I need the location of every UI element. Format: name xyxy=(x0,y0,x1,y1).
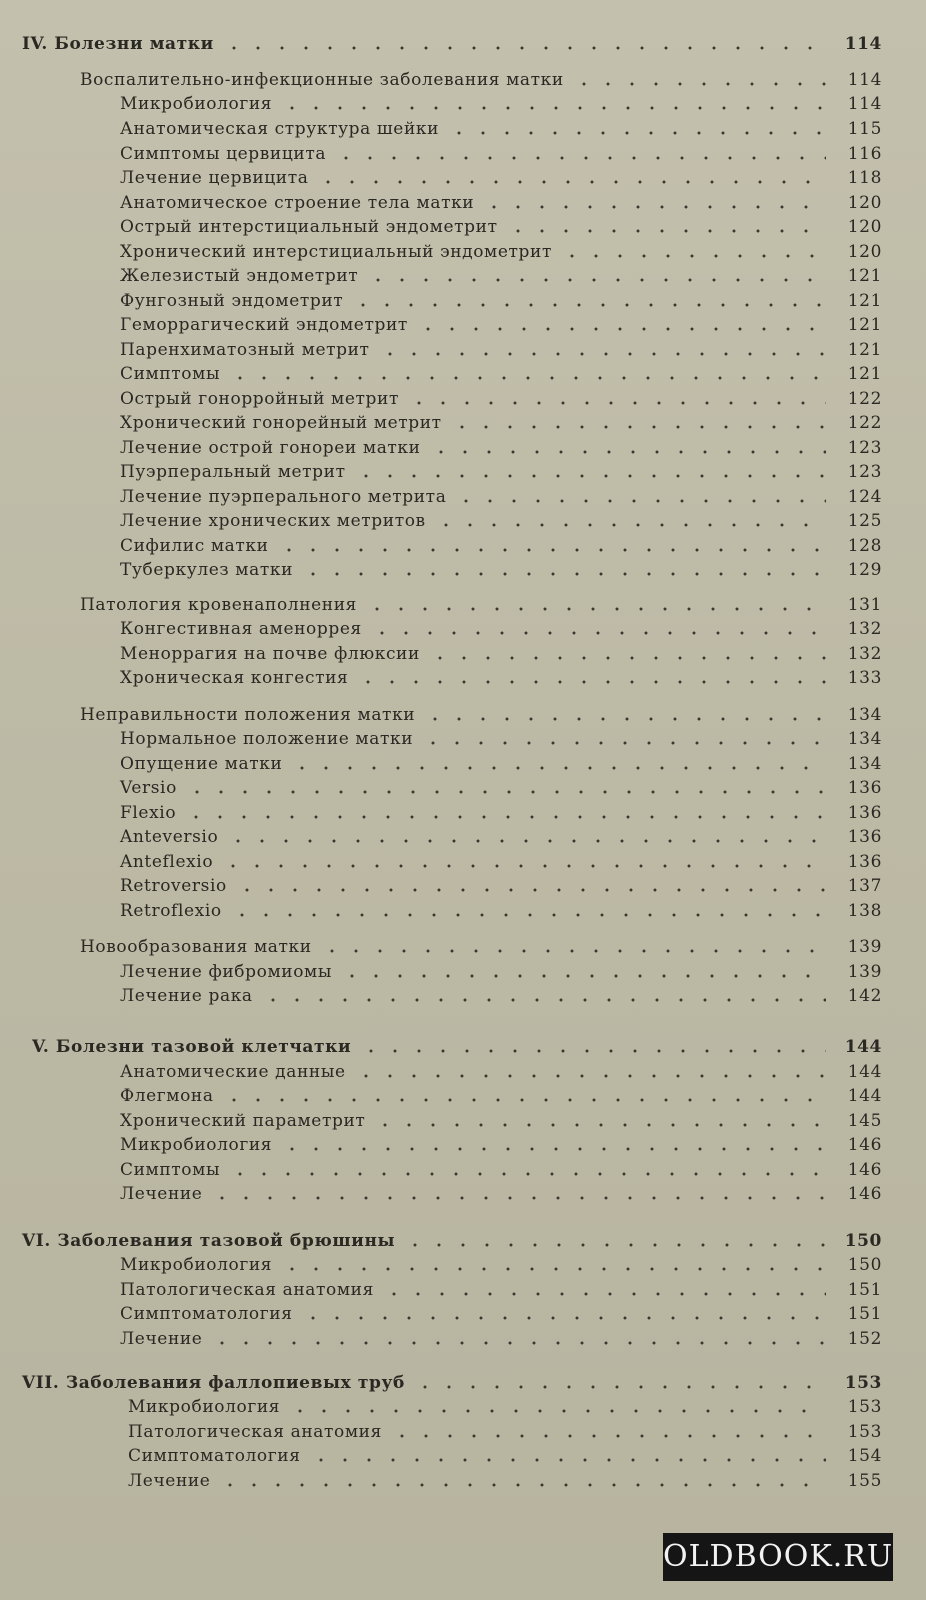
toc-page-number: 131 xyxy=(847,595,882,615)
dot-leader xyxy=(184,814,826,820)
dot-leader xyxy=(301,1315,826,1321)
dot-leader xyxy=(407,400,826,406)
toc-entry-title: Симптоматология xyxy=(128,1446,301,1466)
toc-entry-title: Острый гонорройный метрит xyxy=(120,389,399,409)
toc-entry-row xyxy=(120,1302,882,1326)
dot-leader xyxy=(416,326,826,332)
toc-page-number: 144 xyxy=(847,1086,882,1106)
toc-entry-title: Лечение рака xyxy=(120,986,253,1006)
toc-entry-title: Патология кровенаполнения xyxy=(80,595,357,615)
toc-page-number: 151 xyxy=(847,1280,882,1300)
toc-entry-row xyxy=(120,666,882,690)
dot-leader xyxy=(366,277,826,283)
toc-entry-title: Хронический параметрит xyxy=(120,1111,366,1131)
toc-entry-title: Симптомы цервицита xyxy=(120,144,327,164)
toc-entry-row xyxy=(120,642,882,666)
toc-section-row xyxy=(80,593,882,617)
dot-leader xyxy=(280,1146,826,1152)
toc-entry-title: Неправильности положения матки xyxy=(80,705,416,725)
toc-entry-title: Anteversio xyxy=(120,827,219,847)
toc-entry-title: Анатомическое строение тела матки xyxy=(120,193,475,213)
toc-chapter-row xyxy=(22,1229,882,1253)
toc-page-number: 142 xyxy=(847,986,882,1006)
dot-leader xyxy=(301,571,826,577)
toc-entry-title: Анатомическая структура шейки xyxy=(120,119,440,139)
toc-entry-row xyxy=(120,850,882,874)
toc-entry-title: Опущение матки xyxy=(120,754,283,774)
dot-leader xyxy=(370,630,826,636)
toc-entry-row xyxy=(120,801,882,825)
toc-entry-title: VI. Заболевания тазовой брюшины xyxy=(22,1231,396,1251)
toc-entry-row xyxy=(120,485,882,509)
toc-page-number: 134 xyxy=(847,729,882,749)
toc-entry-row xyxy=(120,874,882,898)
toc-page-number: 144 xyxy=(844,1037,882,1057)
toc-entry-row xyxy=(120,1060,882,1084)
toc-entry-row xyxy=(120,117,882,141)
toc-page-number: 139 xyxy=(847,962,882,982)
toc-entry-row xyxy=(120,1182,882,1206)
toc-page-number: 118 xyxy=(847,168,882,188)
toc-entry-row xyxy=(120,338,882,362)
toc-entry-title: Хроническая конгестия xyxy=(120,668,349,688)
toc-entry-title: Лечение пуэрперального метрита xyxy=(120,487,447,507)
toc-entry-row xyxy=(120,558,882,582)
toc-entry-title: IV. Болезни матки xyxy=(22,34,214,54)
toc-entry-row xyxy=(120,411,882,435)
dot-leader xyxy=(218,1482,826,1488)
toc-entry-title: Лечение xyxy=(120,1329,203,1349)
toc-page-number: 137 xyxy=(847,876,882,896)
toc-section-row xyxy=(80,703,882,727)
toc-page-number: 136 xyxy=(847,803,882,823)
toc-entry-row xyxy=(120,215,882,239)
toc-entry-title: Патологическая анатомия xyxy=(120,1280,374,1300)
dot-leader xyxy=(226,838,826,844)
toc-entry-row xyxy=(120,1084,882,1108)
toc-entry-row xyxy=(120,752,882,776)
toc-entry-title: Микробиология xyxy=(128,1397,281,1417)
toc-page-number: 121 xyxy=(847,266,882,286)
toc-entry-row xyxy=(128,1444,882,1468)
toc-entry-title: Патологическая анатомия xyxy=(128,1422,382,1442)
toc-page-number: 121 xyxy=(847,315,882,335)
toc-page-number: 144 xyxy=(847,1062,882,1082)
dot-leader xyxy=(351,302,826,308)
toc-page-number: 136 xyxy=(847,852,882,872)
toc-entry-row xyxy=(120,166,882,190)
toc-entry-title: Микробиология xyxy=(120,1135,273,1155)
toc-page-number: 125 xyxy=(847,511,882,531)
toc-page-number: 129 xyxy=(847,560,882,580)
toc-page-number: 132 xyxy=(847,644,882,664)
dot-leader xyxy=(354,1073,826,1079)
toc-entry-row xyxy=(120,240,882,264)
toc-entry-row xyxy=(128,1469,882,1493)
toc-entry-title: Сифилис матки xyxy=(120,536,269,556)
dot-leader xyxy=(222,1097,826,1103)
toc-entry-title: Новообразования матки xyxy=(80,937,312,957)
toc-entry-row xyxy=(120,1253,882,1277)
toc-entry-title: Паренхиматозный метрит xyxy=(120,340,370,360)
toc-page-number: 150 xyxy=(844,1231,882,1251)
toc-entry-row xyxy=(120,289,882,313)
toc-entry-title: Flexio xyxy=(120,803,177,823)
toc-entry-title: Флегмона xyxy=(120,1086,214,1106)
dot-leader xyxy=(447,130,826,136)
toc-page-number: 133 xyxy=(847,668,882,688)
toc-entry-row xyxy=(120,460,882,484)
toc-entry-row xyxy=(120,825,882,849)
dot-leader xyxy=(413,1384,826,1390)
toc-page-number: 146 xyxy=(847,1184,882,1204)
toc-page-number: 150 xyxy=(847,1255,882,1275)
toc-entry-title: Железистый эндометрит xyxy=(120,266,359,286)
toc-entry-row xyxy=(120,313,882,337)
toc-entry-title: Симптомы xyxy=(120,364,221,384)
toc-entry-row xyxy=(120,1109,882,1133)
toc-entry-title: Лечение острой гонореи матки xyxy=(120,438,421,458)
toc-entry-row xyxy=(120,509,882,533)
toc-entry-title: Versio xyxy=(120,778,177,798)
toc-entry-title: Микробиология xyxy=(120,1255,273,1275)
toc-page-number: 124 xyxy=(847,487,882,507)
toc-page-number: 120 xyxy=(847,242,882,262)
toc-entry-row xyxy=(128,1420,882,1444)
dot-leader xyxy=(434,522,826,528)
toc-entry-title: Retroversio xyxy=(120,876,227,896)
toc-page-number: 152 xyxy=(847,1329,882,1349)
toc-page-number: 120 xyxy=(847,217,882,237)
dot-leader xyxy=(378,351,826,357)
toc-entry-title: Микробиология xyxy=(120,94,273,114)
toc-page-number: 114 xyxy=(847,94,882,114)
toc-page-number: 136 xyxy=(847,827,882,847)
toc-page-number: 122 xyxy=(847,413,882,433)
toc-page-number: 145 xyxy=(847,1111,882,1131)
toc-entry-title: Острый интерстициальный эндометрит xyxy=(120,217,498,237)
toc-entry-row xyxy=(120,142,882,166)
dot-leader xyxy=(359,1048,826,1054)
toc-page-number: 121 xyxy=(847,364,882,384)
toc-entry-title: Меноррагия на почве флюксии xyxy=(120,644,420,664)
toc-page-number: 151 xyxy=(847,1304,882,1324)
toc-entry-title: V. Болезни тазовой клетчатки xyxy=(32,1037,352,1057)
toc-entry-title: Конгестивная аменоррея xyxy=(120,619,362,639)
toc-section-row xyxy=(80,935,882,959)
toc-page-number: 154 xyxy=(847,1446,882,1466)
dot-leader xyxy=(482,204,826,210)
toc-page-number: 134 xyxy=(847,705,882,725)
dot-leader xyxy=(261,997,826,1003)
toc-page-number: 136 xyxy=(847,778,882,798)
toc-page-number: 123 xyxy=(847,438,882,458)
toc-entry-row xyxy=(120,264,882,288)
toc-page-number: 134 xyxy=(847,754,882,774)
toc-entry-row xyxy=(120,362,882,386)
dot-leader xyxy=(340,973,826,979)
dot-leader xyxy=(421,740,826,746)
dot-leader xyxy=(429,449,826,455)
toc-entry-title: Симптоматология xyxy=(120,1304,293,1324)
dot-leader xyxy=(280,105,826,111)
toc-page-number: 122 xyxy=(847,389,882,409)
toc-page-number: 114 xyxy=(847,70,882,90)
toc-entry-row xyxy=(120,1133,882,1157)
toc-entry-title: Воспалительно-инфекционные заболевания матки xyxy=(80,70,564,90)
dot-leader xyxy=(185,789,826,795)
toc-entry-title: Хронический интерстициальный эндометрит xyxy=(120,242,552,262)
dot-leader xyxy=(228,1171,826,1177)
toc-entry-row xyxy=(120,191,882,215)
dot-leader xyxy=(235,887,826,893)
dot-leader xyxy=(382,1291,826,1297)
toc-page-number: 146 xyxy=(847,1135,882,1155)
toc-entry-title: Лечение xyxy=(128,1471,211,1491)
toc-entry-title: Геморрагический эндометрит xyxy=(120,315,408,335)
toc-chapter-row xyxy=(22,1371,882,1395)
toc-page-number: 120 xyxy=(847,193,882,213)
toc-page-number: 153 xyxy=(844,1373,882,1393)
toc-entry-row xyxy=(120,727,882,751)
toc-page-number: 153 xyxy=(847,1422,882,1442)
dot-leader xyxy=(560,253,826,259)
toc-page-number: 121 xyxy=(847,291,882,311)
toc-entry-title: VII. Заболевания фаллопиевых труб xyxy=(22,1373,405,1393)
toc-page-number: 139 xyxy=(847,937,882,957)
dot-leader xyxy=(373,1122,826,1128)
dot-leader xyxy=(210,1340,826,1346)
dot-leader xyxy=(354,473,826,479)
dot-leader xyxy=(280,1266,826,1272)
dot-leader xyxy=(309,1457,826,1463)
dot-leader xyxy=(403,1242,826,1248)
toc-page-number: 123 xyxy=(847,462,882,482)
toc-entry-title: Симптомы xyxy=(120,1160,221,1180)
dot-leader xyxy=(316,179,826,185)
dot-leader xyxy=(221,863,826,869)
toc-page-number: 132 xyxy=(847,619,882,639)
toc-entry-title: Лечение xyxy=(120,1184,203,1204)
toc-entry-row xyxy=(120,899,882,923)
toc-entry-row xyxy=(120,1327,882,1351)
toc-entry-row xyxy=(120,1158,882,1182)
toc-chapter-row xyxy=(22,32,882,56)
dot-leader xyxy=(288,1408,826,1414)
toc-entry-row xyxy=(120,960,882,984)
toc-entry-title: Anteflexio xyxy=(120,852,214,872)
toc-entry-title: Фунгозный эндометрит xyxy=(120,291,344,311)
dot-leader xyxy=(230,912,826,918)
dot-leader xyxy=(334,155,826,161)
dot-leader xyxy=(572,81,826,87)
dot-leader xyxy=(390,1433,826,1439)
toc-page-number: 155 xyxy=(847,1471,882,1491)
toc-entry-row xyxy=(120,92,882,116)
dot-leader xyxy=(454,498,826,504)
toc-page-number: 121 xyxy=(847,340,882,360)
toc-entry-row xyxy=(120,984,882,1008)
toc-entry-row xyxy=(128,1395,882,1419)
toc-entry-title: Пуэрперальный метрит xyxy=(120,462,346,482)
toc-entry-title: Анатомические данные xyxy=(120,1062,346,1082)
toc-entry-title: Туберкулез матки xyxy=(120,560,294,580)
dot-leader xyxy=(290,765,826,771)
dot-leader xyxy=(228,375,826,381)
toc-page-number: 116 xyxy=(847,144,882,164)
dot-leader xyxy=(356,679,826,685)
dot-leader xyxy=(428,655,826,661)
toc-entry-row xyxy=(120,1278,882,1302)
toc-entry-title: Нормальное положение матки xyxy=(120,729,414,749)
dot-leader xyxy=(210,1195,826,1201)
toc-entry-title: Лечение хронических метритов xyxy=(120,511,426,531)
toc-chapter-row xyxy=(32,1035,882,1059)
toc-page-number: 138 xyxy=(847,901,882,921)
toc-page-number: 153 xyxy=(847,1397,882,1417)
dot-leader xyxy=(365,606,826,612)
toc-entry-row xyxy=(120,436,882,460)
watermark: OLDBOOK.RU xyxy=(663,1533,893,1581)
toc-entry-row xyxy=(120,776,882,800)
dot-leader xyxy=(450,424,826,430)
dot-leader xyxy=(423,716,826,722)
toc-page-number: 128 xyxy=(847,536,882,556)
toc-entry-row xyxy=(120,534,882,558)
toc-section-row xyxy=(80,68,882,92)
toc-page-number: 114 xyxy=(844,34,882,54)
toc-entry-title: Лечение цервицита xyxy=(120,168,309,188)
toc-entry-title: Хронический гонорейный метрит xyxy=(120,413,442,433)
toc-entry-row xyxy=(120,617,882,641)
toc-entry-title: Лечение фибромиомы xyxy=(120,962,333,982)
dot-leader xyxy=(320,948,826,954)
toc-page-number: 115 xyxy=(847,119,882,139)
dot-leader xyxy=(277,547,826,553)
toc-entry-row xyxy=(120,387,882,411)
toc-entry-title: Retroflexio xyxy=(120,901,222,921)
dot-leader xyxy=(222,45,826,51)
toc-page-number: 146 xyxy=(847,1160,882,1180)
dot-leader xyxy=(506,228,826,234)
